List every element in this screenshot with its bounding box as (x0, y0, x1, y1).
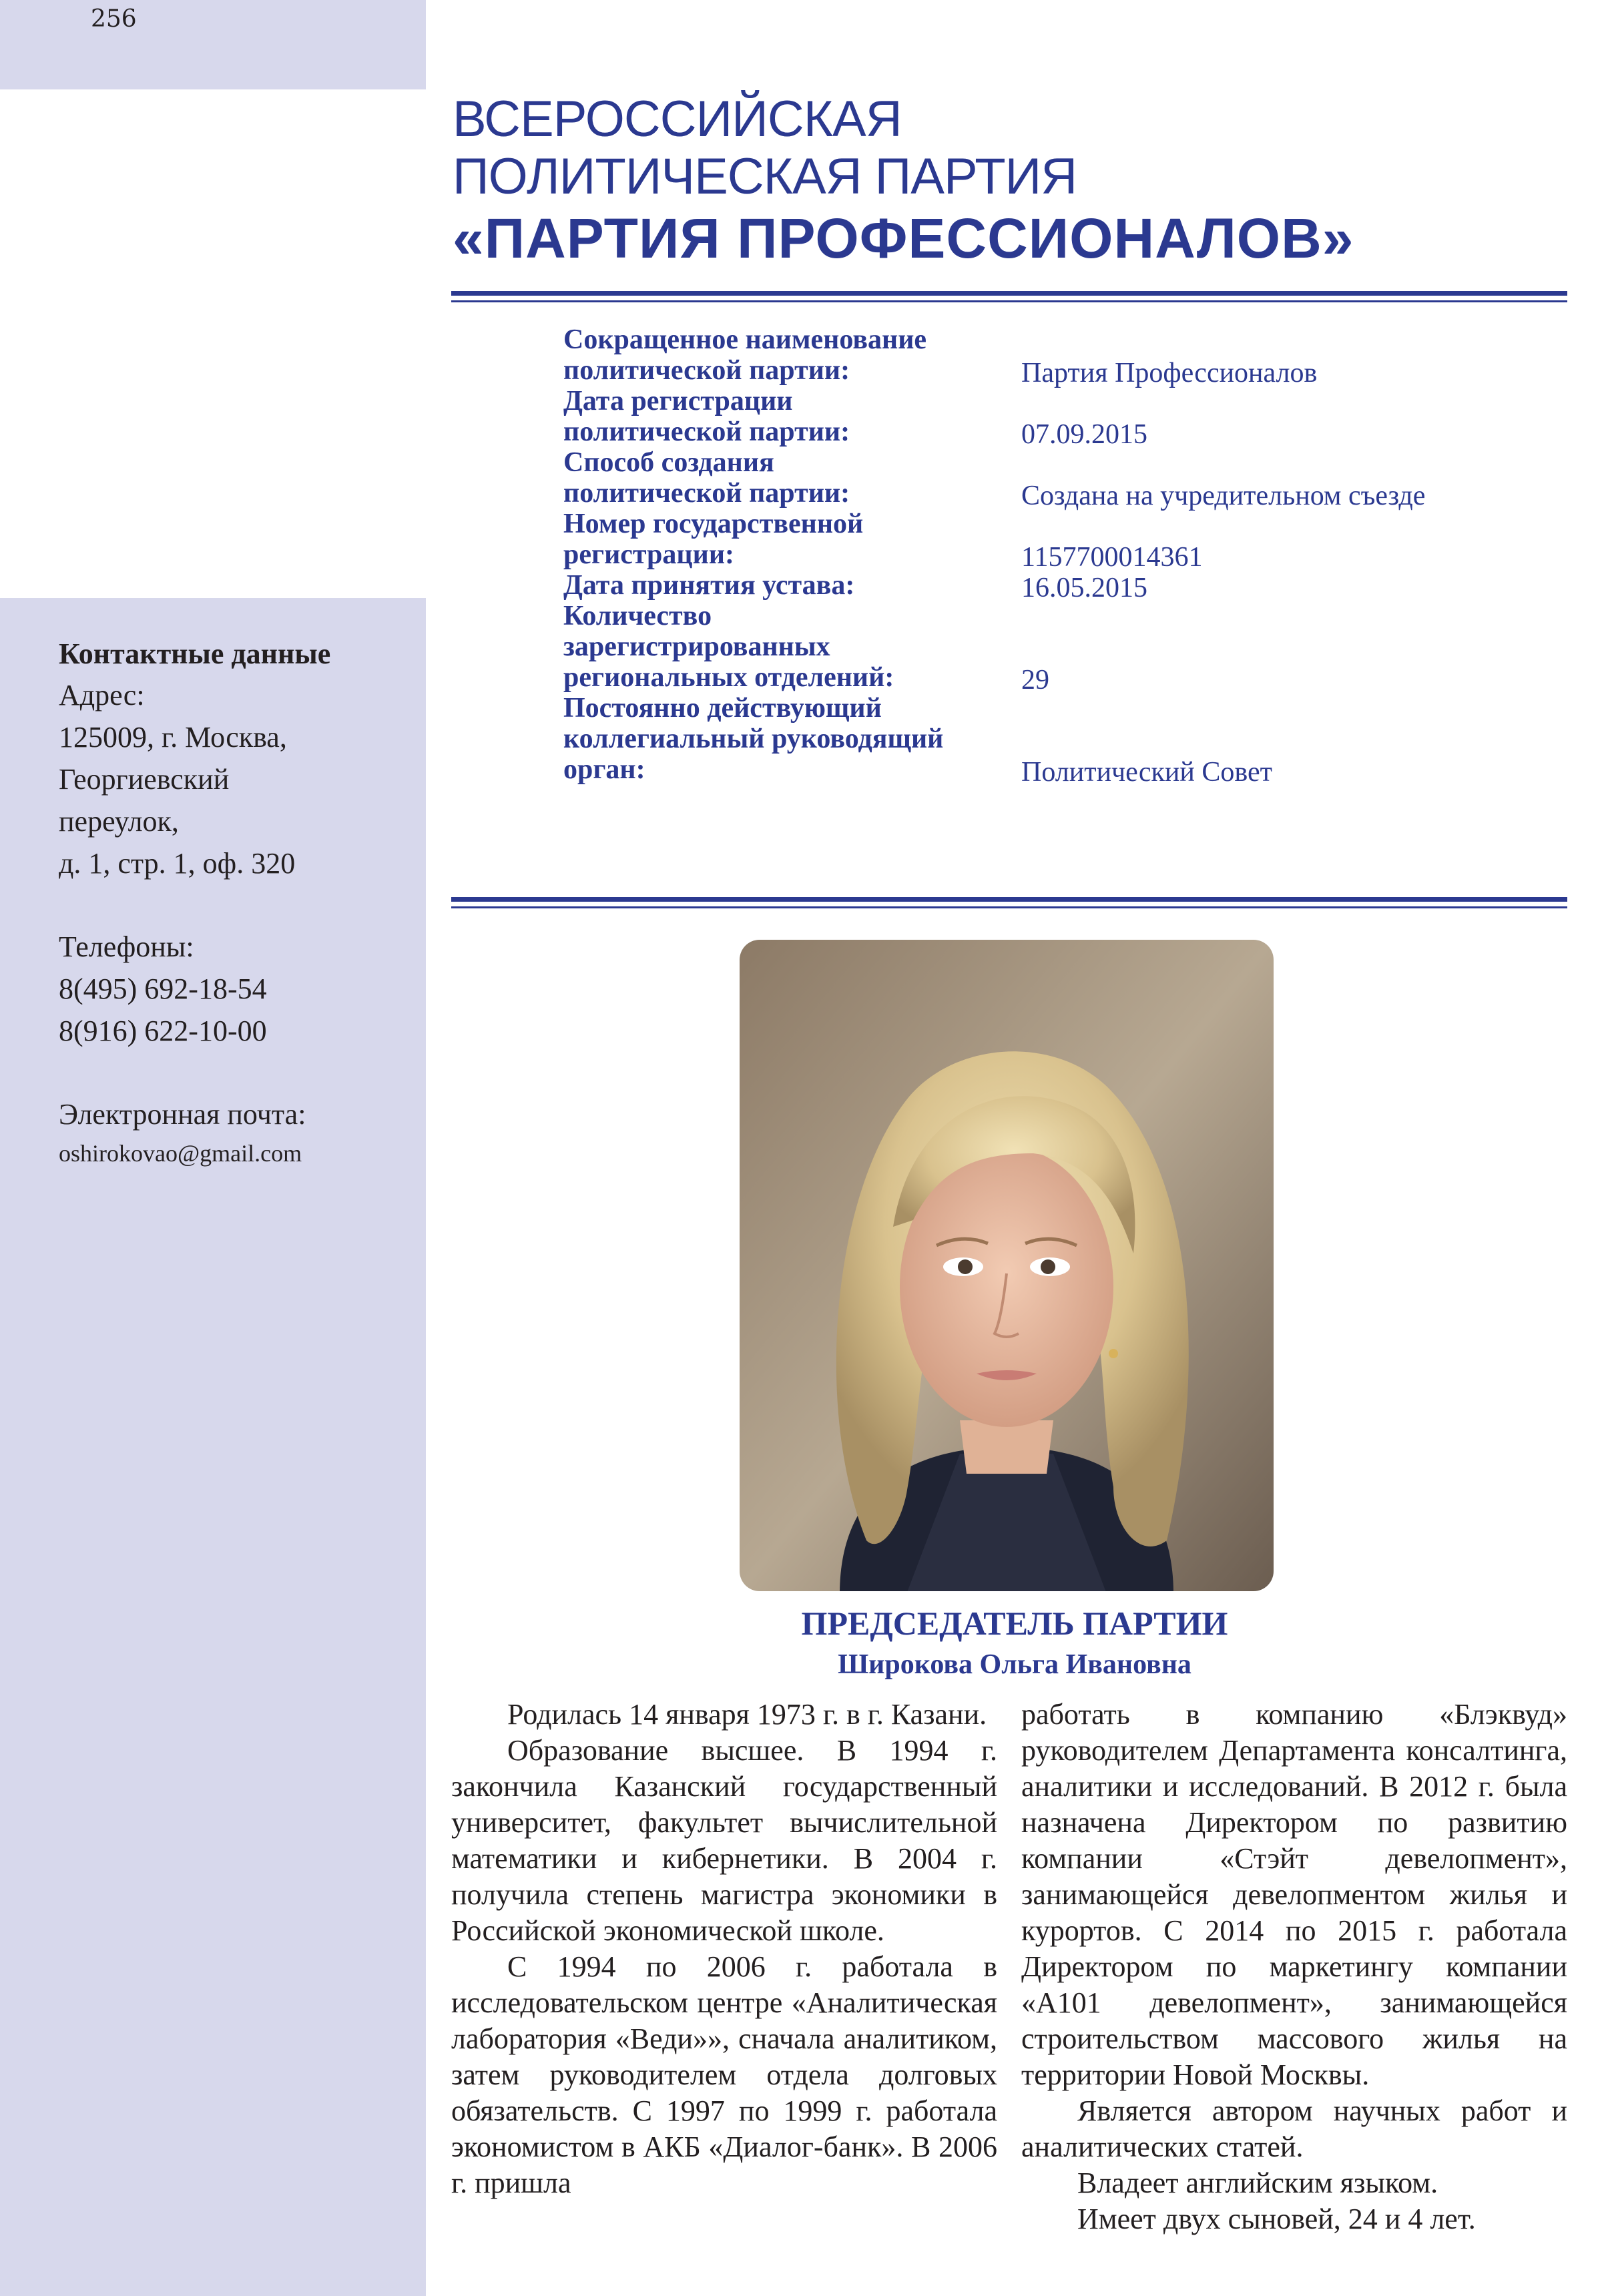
address-line: д. 1, стр. 1, оф. 320 (59, 847, 296, 880)
chairman-name: Широкова Ольга Ивановна (838, 1649, 1191, 1680)
info-label-line: орган: (563, 754, 645, 785)
bio-paragraph: Родилась 14 января 1973 г. в г. Казани. (507, 1698, 987, 1731)
info-label-line: Постоянно действующий (563, 693, 882, 724)
bio-paragraph: Образование высшее. В 1994 г. закончила Казанский государственный университет, факультет вычислительной математики и кибернетики. В 2004 г. получила степень магистра экономики в Российской экономической школе. (451, 1734, 997, 1947)
biography-column-left (451, 1697, 997, 2201)
page-number: 256 (91, 5, 137, 33)
info-value: Создана на учредительном съезде (1021, 481, 1426, 511)
chairman-portrait (740, 940, 1274, 1591)
info-label (563, 509, 1004, 570)
bio-paragraph: Имеет двух сыновей, 24 и 4 лет. (1077, 2203, 1476, 2235)
info-value: 29 (1021, 665, 1049, 695)
info-value: Партия Профессионалов (1021, 358, 1318, 388)
party-title-line: ПОЛИТИЧЕСКАЯ ПАРТИЯ (453, 148, 1077, 205)
info-row (563, 601, 1565, 693)
info-label (563, 570, 1004, 601)
info-label-line: Способ создания (563, 447, 774, 478)
info-label-line: политической партии: (563, 355, 850, 386)
bio-paragraph: Является автором научных работ и аналитических статей. (1021, 2094, 1567, 2163)
bio-paragraph: работать в компанию «Блэквуд» руководителем Департамента консалтинга, аналитики и исследований. В 2012 г. была назначена Директором по развитию компании «Стэйт девелопмент», занимающейся девелопментом жилья и курортов. С 2014 по 2015 г. работала Директором по маркетингу компании «А101 девелопмент», занимающейся строительством массового жилья на территории Новой Москвы. (1021, 1698, 1567, 2091)
address-line: 125009, г. Москва, (59, 721, 287, 754)
email-label: Электронная почта: (59, 1098, 306, 1131)
phone-number: 8(916) 622-10-00 (59, 1015, 267, 1047)
bio-paragraph: Владеет английским языком. (1077, 2167, 1438, 2199)
phone-number: 8(495) 692-18-54 (59, 972, 267, 1005)
info-row (563, 447, 1565, 509)
info-label-line: коллегиальный руководящий (563, 724, 944, 754)
address-line: переулок, (59, 805, 179, 838)
bottom-divider (451, 897, 1567, 908)
top-divider (451, 291, 1567, 302)
info-value: Политический Совет (1021, 757, 1272, 788)
info-value: 07.09.2015 (1021, 419, 1147, 450)
info-label-line: Номер государственной (563, 509, 864, 539)
contacts-heading: Контактные данные (59, 637, 331, 670)
chairman-heading: ПРЕДСЕДАТЕЛЬ ПАРТИИ (801, 1605, 1228, 1642)
info-label (563, 324, 1004, 386)
sidebar-header-block (0, 0, 426, 89)
info-label-line: Сокращенное наименование (563, 324, 927, 355)
email-address[interactable]: oshirokovao@gmail.com (59, 1140, 302, 1167)
info-label-line: политической партии: (563, 416, 850, 447)
party-name: «ПАРТИЯ ПРОФЕССИОНАЛОВ» (453, 207, 1354, 270)
info-label-line: Дата регистрации (563, 386, 793, 416)
info-row (563, 570, 1565, 601)
info-label (563, 386, 1004, 447)
info-row (563, 693, 1565, 788)
party-info-table (563, 324, 1565, 788)
info-label-line: Количество (563, 601, 712, 631)
bio-paragraph: С 1994 по 2006 г. работала в исследовательском центре «Аналитическая лаборатория «Веди»», сначала аналитиком, затем руководителем отдела долговых обязательств. С 1997 по 1999 г. работала экономистом в АКБ «Диалог-банк». В 2006 г. пришла (451, 1950, 997, 2199)
biography-column-right (1021, 1697, 1567, 2237)
info-label-line: региональных отделений: (563, 662, 894, 693)
info-label-line: Дата принятия устава: (563, 570, 855, 601)
address-label: Адрес: (59, 679, 145, 711)
address-line: Георгиевский (59, 763, 230, 796)
info-value: 1157700014361 (1021, 542, 1203, 573)
info-label (563, 601, 1004, 693)
party-title (453, 91, 1574, 271)
info-row (563, 324, 1565, 386)
contacts-section (59, 634, 419, 1171)
info-label-line: зарегистрированных (563, 631, 830, 662)
info-label (563, 447, 1004, 509)
party-title-line: ВСЕРОССИЙСКАЯ (453, 91, 902, 148)
info-label-line: регистрации: (563, 539, 734, 570)
phones-label: Телефоны: (59, 930, 194, 963)
info-label (563, 693, 1004, 785)
info-row (563, 509, 1565, 573)
info-label-line: политической партии: (563, 478, 850, 509)
info-value: 16.05.2015 (1021, 573, 1147, 603)
info-row (563, 386, 1565, 450)
